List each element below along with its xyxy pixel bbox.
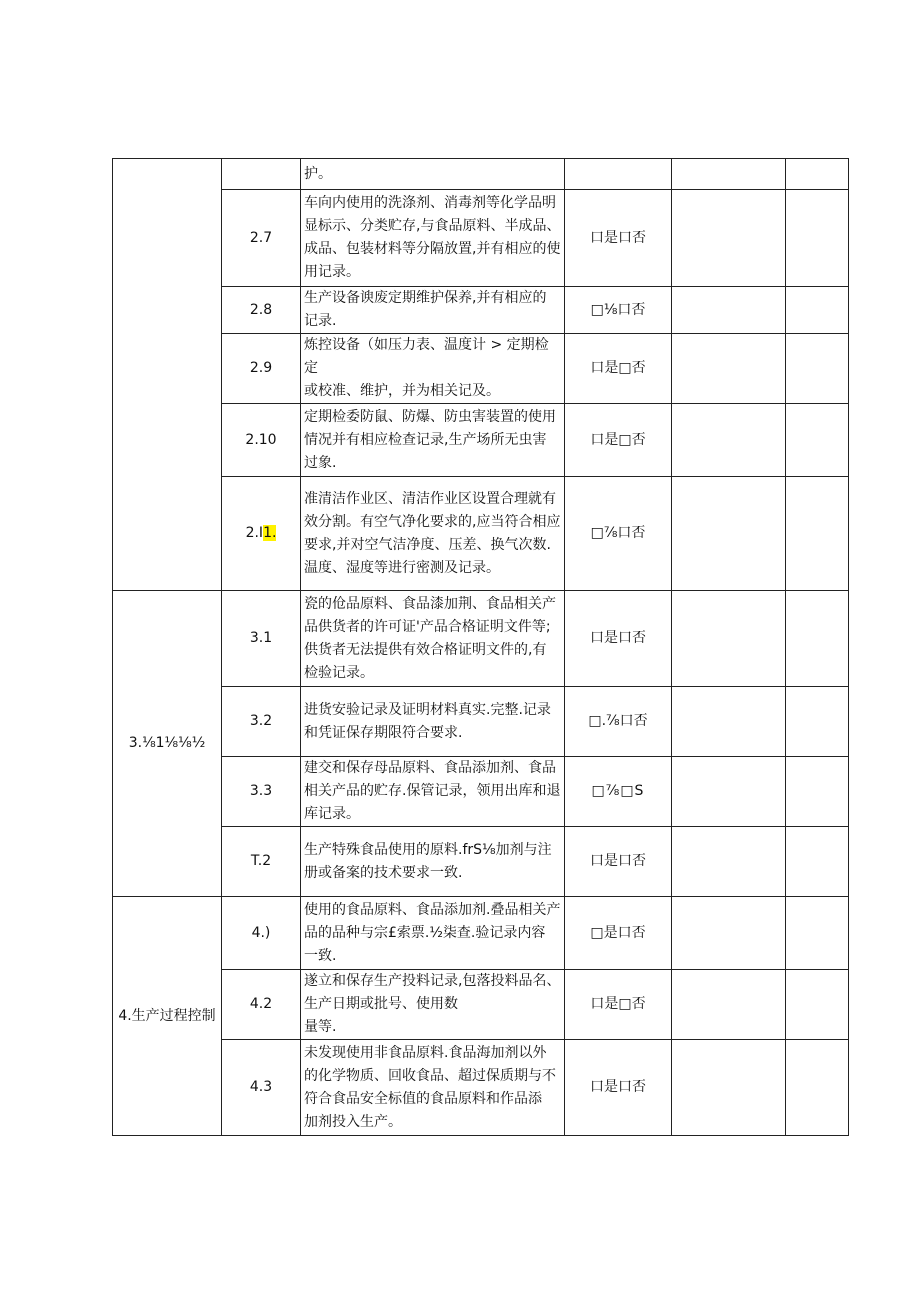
empty-cell [786, 334, 849, 404]
empty-cell [672, 159, 786, 190]
empty-cell [672, 477, 786, 591]
item-number: 3.2 [222, 687, 301, 757]
category-cell-2 [113, 159, 222, 591]
empty-cell [672, 287, 786, 334]
empty-cell [672, 757, 786, 827]
empty-cell [672, 591, 786, 687]
item-number: 3.3 [222, 757, 301, 827]
requirement-text: 建交和保存母品原料、食品添加剂、食品 相关产品的贮存.保管记录，领用出库和退 库记录。 [301, 757, 565, 827]
table-row [113, 970, 849, 1040]
requirement-text: 车向内使用的洗涤剂、消毒剂等化学品明 显标示、分类贮存,与食品原料、半成品、 成品、包装材料等分隔放置,并有相应的使 用记录。 [301, 190, 565, 287]
table-row [113, 687, 849, 757]
item-number: 2.9 [222, 334, 301, 404]
table-row [113, 159, 849, 190]
table-row [113, 334, 849, 404]
empty-cell [672, 897, 786, 970]
item-number [222, 159, 301, 190]
empty-cell [786, 970, 849, 1040]
item-number: 3.1 [222, 591, 301, 687]
requirement-text: 准清洁作业区、清洁作业区设置合理就有 效分割。有空气净化要求的,应当符合相应 要求,并对空气洁净度、压差、换气次数. 温度、湿度等进行密测及记录。 [301, 477, 565, 591]
item-number: 2.10 [222, 404, 301, 477]
inspection-table [112, 158, 849, 1136]
result-checkbox[interactable]: □⅛口否 [565, 287, 672, 334]
table-row [113, 477, 849, 591]
empty-cell [672, 190, 786, 287]
item-number: 2.I1. [222, 477, 301, 591]
result-checkbox[interactable] [565, 159, 672, 190]
empty-cell [786, 159, 849, 190]
empty-cell [786, 591, 849, 687]
table-row [113, 287, 849, 334]
result-checkbox[interactable]: 口是□否 [565, 970, 672, 1040]
empty-cell [786, 827, 849, 897]
item-number: 4.) [222, 897, 301, 970]
result-checkbox[interactable]: 口是□否 [565, 404, 672, 477]
item-number: 2.8 [222, 287, 301, 334]
result-checkbox[interactable]: □⅞口否 [565, 477, 672, 591]
requirement-text: 生产设备谀废定期维护保养,并有相应的 记录. [301, 287, 565, 334]
requirement-text: 瓷的伧品原料、食品漆加荆、食品相关产 品供货者的许可证'产品合格证明文件等; 供货者无法提供有效合格证明文件的,有 检验记录。 [301, 591, 565, 687]
result-checkbox[interactable]: 口是口否 [565, 1040, 672, 1136]
requirement-text: 使用的食品原料、食品添加剂.叠品相关产 品的品种与宗£索票.½柒查.验记录内容 一致. [301, 897, 565, 970]
table-row [113, 757, 849, 827]
requirement-text: 护。 [301, 159, 565, 190]
requirement-text: 遂立和保存生产投料记录,包落投料品名、 生产日期或批号、使用数 量等. [301, 970, 565, 1040]
category-cell-4: 4.生产过程控制 [113, 897, 222, 1136]
result-checkbox[interactable]: 口是□否 [565, 334, 672, 404]
empty-cell [786, 897, 849, 970]
empty-cell [672, 334, 786, 404]
empty-cell [672, 970, 786, 1040]
item-number: 4.3 [222, 1040, 301, 1136]
empty-cell [786, 687, 849, 757]
result-checkbox[interactable]: 口是口否 [565, 827, 672, 897]
empty-cell [672, 687, 786, 757]
empty-cell [672, 1040, 786, 1136]
requirement-text: 定期检委防鼠、防爆、防虫害装置的使用 情况并有相应检查记录,生产场所无虫害 过象. [301, 404, 565, 477]
empty-cell [672, 404, 786, 477]
result-checkbox[interactable]: □.⅞口否 [565, 687, 672, 757]
empty-cell [786, 477, 849, 591]
empty-cell [786, 757, 849, 827]
result-checkbox[interactable]: 口是口否 [565, 591, 672, 687]
result-checkbox[interactable]: 口是口否 [565, 190, 672, 287]
requirement-text: 生产特殊食品使用的原料.frS⅛加剂与注 册或备案的技术要求一致. [301, 827, 565, 897]
empty-cell [786, 287, 849, 334]
result-checkbox[interactable]: □⅞□S [565, 757, 672, 827]
table-row [113, 827, 849, 897]
table-row [113, 404, 849, 477]
table-row [113, 1040, 849, 1136]
result-checkbox[interactable]: □是口否 [565, 897, 672, 970]
empty-cell [786, 1040, 849, 1136]
requirement-text: 进货安验记录及证明材料真实.完整.记录 和凭证保存期限符合要求. [301, 687, 565, 757]
empty-cell [786, 404, 849, 477]
table-row [113, 897, 849, 970]
item-number: T.2 [222, 827, 301, 897]
empty-cell [786, 190, 849, 287]
empty-cell [672, 827, 786, 897]
table-row [113, 190, 849, 287]
requirement-text: 未发现使用非食品原料.食品海加剂以外 的化学物质、回收食品、超过保质期与不 符合食品安全标值的食品原料和作品添 加剂投入生产。 [301, 1040, 565, 1136]
table-row [113, 591, 849, 687]
requirement-text: 炼控设备（如压力表、温度计 > 定期检定 或校准、维护，并为相关记及。 [301, 334, 565, 404]
item-number: 4.2 [222, 970, 301, 1040]
category-cell-3: 3.⅛1⅛⅛½ [113, 591, 222, 897]
item-number: 2.7 [222, 190, 301, 287]
